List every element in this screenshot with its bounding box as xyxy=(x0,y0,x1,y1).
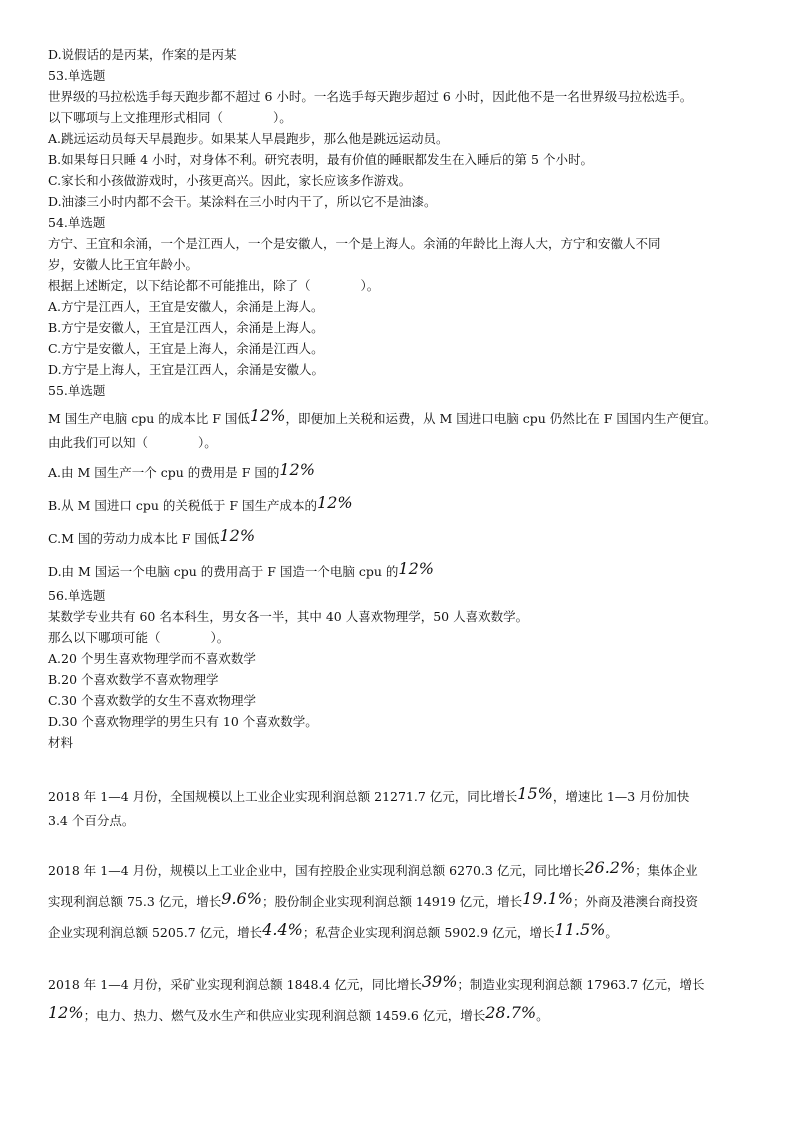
q56-option-d: D.30 个喜欢物理学的男生只有 10 个喜欢数学。 xyxy=(48,714,318,729)
q55-option-a-percent: 12% xyxy=(279,460,315,479)
material-p2-line-1 xyxy=(48,857,772,884)
q54-title: 54.单选题 xyxy=(48,215,106,230)
material-p2-l3-percent-1: 4.4% xyxy=(262,920,303,939)
q53-option-b: B.如果每日只睡 4 小时，对身体不利。研究表明，最有价值的睡眠都发生在入睡后的第 5 个小时。 xyxy=(48,152,593,167)
material-p2-l2-text-a: 实现利润总额 75.3 亿元，增长 xyxy=(48,894,222,909)
q55-option-a xyxy=(48,459,772,486)
q56-title: 56.单选题 xyxy=(48,588,106,603)
material-p2-line-3 xyxy=(48,919,772,946)
q55-option-a-text: A.由 M 国生产一个 cpu 的费用是 F 国的 xyxy=(48,465,280,480)
material-paragraph-3 xyxy=(48,971,772,1029)
q55-option-c-percent: 12% xyxy=(219,526,256,545)
q53-option-d: D.油漆三小时内都不会干。某涂料在三小时内干了，所以它不是油漆。 xyxy=(48,194,437,209)
material-p3-l1-percent: 39% xyxy=(421,972,458,991)
material-p3-l1-text-b: ；制造业实现利润总额 17963.7 亿元，增长 xyxy=(457,977,705,992)
q54-stem-line-1: 方宁、王宜和余涌，一个是江西人，一个是安徽人，一个是上海人。余涌的年龄比上海人大，方宁和安徽人不同 xyxy=(48,236,661,251)
q55-option-b-percent: 12% xyxy=(317,493,353,512)
material-p2-l3-text-b: ；私营企业实现利润总额 5902.9 亿元，增长 xyxy=(302,925,555,940)
q55-option-c-text: C.M 国的劳动力成本比 F 国低 xyxy=(48,531,220,546)
q55-option-c xyxy=(48,525,772,552)
q56-stem-line-2: 那么以下哪项可能（ ）。 xyxy=(48,630,230,645)
q53-stem-line-1: 世界级的马拉松选手每天跑步都不超过 6 小时。一名选手每天跑步超过 6 小时，因此他不是一名世界级马拉松选手。 xyxy=(48,89,693,104)
material-p1-line-2: 3.4 个百分点。 xyxy=(48,813,135,828)
q55-stem-text-a: M 国生产电脑 cpu 的成本比 F 国低 xyxy=(48,411,250,426)
q53-title: 53.单选题 xyxy=(48,68,106,83)
q54-stem-line-3: 根据上述断定，以下结论都不可能推出，除了（ ）。 xyxy=(48,278,380,293)
material-label: 材料 xyxy=(48,735,74,750)
q53-option-a: A.跳远运动员每天早晨跑步。如果某人早晨跑步，那么他是跳远运动员。 xyxy=(48,131,449,146)
q54-option-d: D.方宁是上海人，王宜是江西人，余涌是安徽人。 xyxy=(48,362,325,377)
material-p2-l1-text-a: 2018 年 1—4 月份，规模以上工业企业中，国有控股企业实现利润总额 6270.3 亿元，同比增长 xyxy=(48,863,585,878)
material-p2-line-2 xyxy=(48,888,772,915)
material-p2-l1-text-b: ；集体企业 xyxy=(635,863,698,878)
q52-option-d: D.说假话的是丙某，作案的是丙某 xyxy=(48,47,237,62)
q55-option-d-percent: 12% xyxy=(398,559,434,578)
material-p1-text-b: ，增速比 1—3 月份加快 xyxy=(552,789,690,804)
q56-option-b: B.20 个喜欢数学不喜欢物理学 xyxy=(48,672,219,687)
q53-option-c: C.家长和小孩做游戏时，小孩更高兴。因此，家长应该多作游戏。 xyxy=(48,173,412,188)
material-p3-l2-percent-2: 28.7% xyxy=(485,1003,537,1022)
q54-option-c: C.方宁是安徽人，王宜是上海人，余涌是江西人。 xyxy=(48,341,324,356)
material-p3-line-2 xyxy=(48,1002,772,1029)
q55-stem-percent: 12% xyxy=(249,406,286,425)
q54-stem-line-2: 岁，安徽人比王宜年龄小。 xyxy=(48,257,199,272)
document-page xyxy=(48,44,772,1029)
material-p2-l2-percent-1: 9.6% xyxy=(221,889,262,908)
material-paragraph-1 xyxy=(48,783,772,832)
material-p3-l2-percent-1: 12% xyxy=(48,1003,84,1022)
material-p2-l3-text-c: 。 xyxy=(605,925,618,940)
q55-option-b-text: B.从 M 国进口 cpu 的关税低于 F 国生产成本的 xyxy=(48,498,318,513)
material-p3-l2-text-b: 。 xyxy=(536,1008,549,1023)
material-p2-l3-text-a: 企业实现利润总额 5205.7 亿元，增长 xyxy=(48,925,263,940)
q55-stem-line-1 xyxy=(48,405,772,432)
q54-option-a: A.方宁是江西人，王宜是安徽人，余涌是上海人。 xyxy=(48,299,324,314)
material-p2-l2-text-c: ；外商及港澳台商投资 xyxy=(572,894,698,909)
material-p2-l2-percent-2: 19.1% xyxy=(522,889,573,908)
q53-stem-line-2: 以下哪项与上文推理形式相同（ ）。 xyxy=(48,110,292,125)
q54-option-b: B.方宁是安徽人，王宜是江西人，余涌是上海人。 xyxy=(48,320,324,335)
material-paragraph-2 xyxy=(48,857,772,946)
material-p3-l2-text-a: ；电力、热力、燃气及水生产和供应业实现利润总额 1459.6 亿元，增长 xyxy=(83,1008,486,1023)
q56-option-c: C.30 个喜欢数学的女生不喜欢物理学 xyxy=(48,693,256,708)
q55-option-b xyxy=(48,492,772,519)
material-p1-percent: 15% xyxy=(517,784,553,803)
q56-option-a: A.20 个男生喜欢物理学而不喜欢数学 xyxy=(48,651,256,666)
material-p1-line-1 xyxy=(48,783,772,810)
material-p3-line-1 xyxy=(48,971,772,998)
material-p1-text-a: 2018 年 1—4 月份，全国规模以上工业企业实现利润总额 21271.7 亿元，同比增长 xyxy=(48,789,518,804)
material-p2-l3-percent-2: 11.5% xyxy=(554,920,606,939)
q56-stem-line-1: 某数学专业共有 60 名本科生，男女各一半，其中 40 人喜欢物理学，50 人喜欢数学。 xyxy=(48,609,529,624)
q55-title: 55.单选题 xyxy=(48,383,106,398)
material-p3-l1-text-a: 2018 年 1—4 月份，采矿业实现利润总额 1848.4 亿元，同比增长 xyxy=(48,977,422,992)
q55-option-d xyxy=(48,558,772,585)
material-p2-l1-percent: 26.2% xyxy=(584,858,636,877)
q55-stem-line-2: 由此我们可以知（ ）。 xyxy=(48,435,217,450)
material-p2-l2-text-b: ；股份制企业实现利润总额 14919 亿元，增长 xyxy=(261,894,523,909)
q55-option-d-text: D.由 M 国运一个电脑 cpu 的费用高于 F 国造一个电脑 cpu 的 xyxy=(48,564,399,579)
q55-stem-text-b: ，即便加上关税和运费，从 M 国进口电脑 cpu 仍然比在 F 国国内生产便宜。 xyxy=(285,411,717,426)
